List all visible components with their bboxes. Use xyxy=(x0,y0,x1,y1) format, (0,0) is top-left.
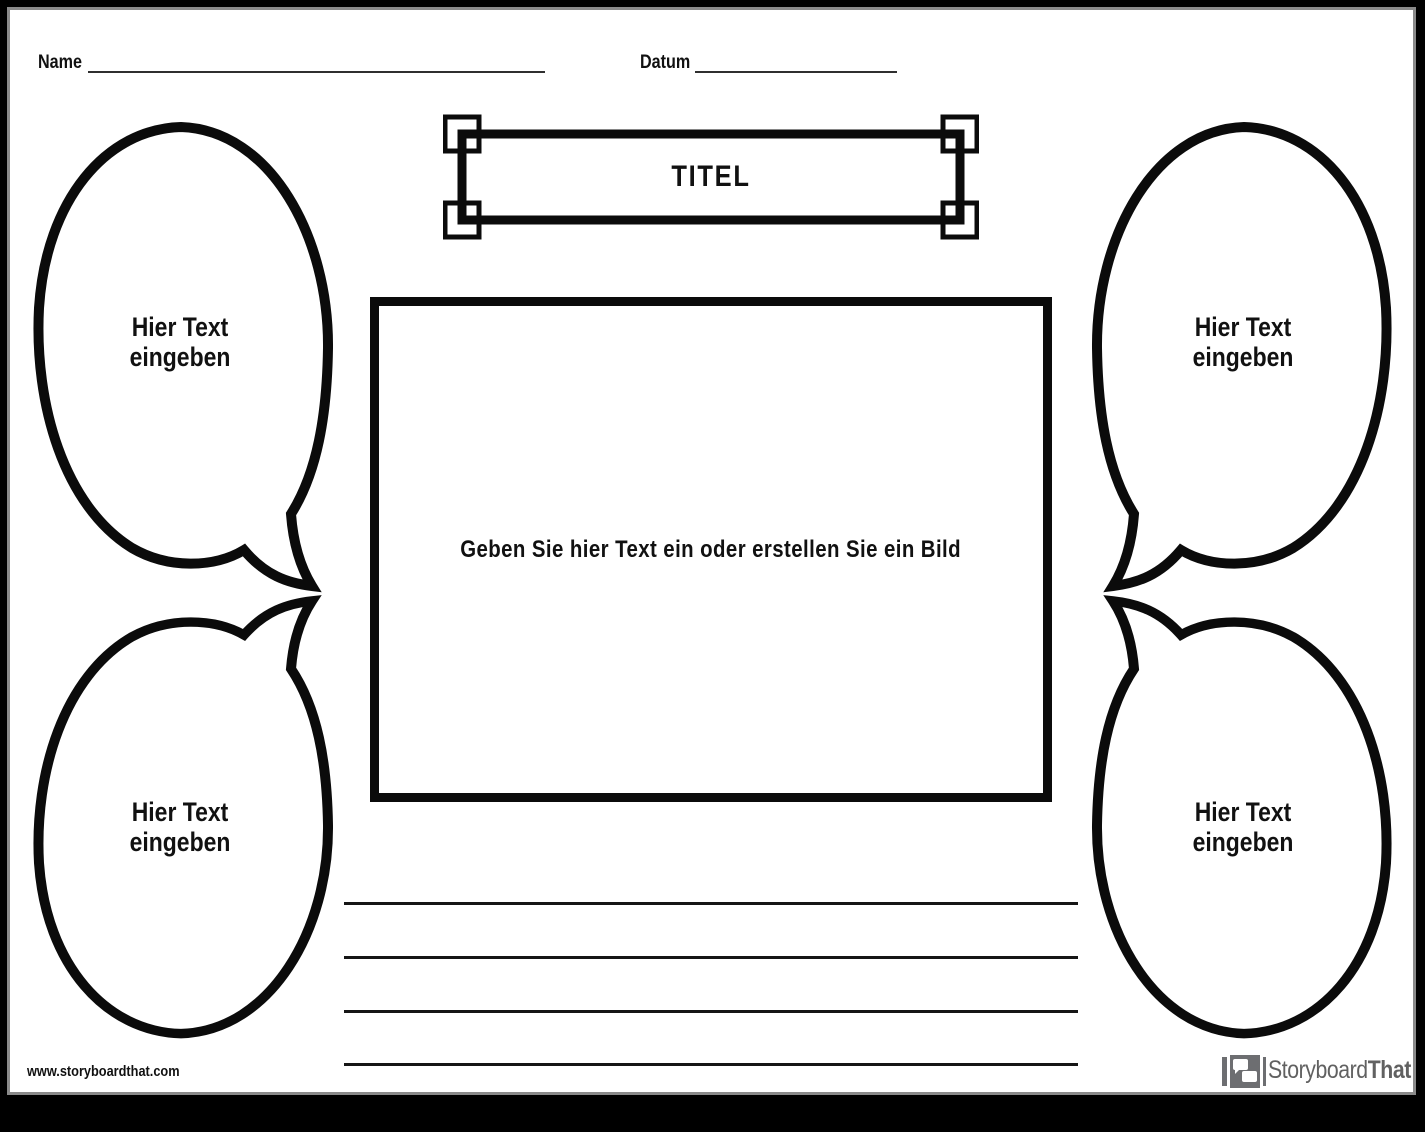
title-placeholder[interactable]: TITEL xyxy=(671,160,751,193)
datum-label: Datum xyxy=(640,52,691,73)
website-url: www.storyboardthat.com xyxy=(27,1063,180,1080)
storyboardthat-logo-text xyxy=(1268,1056,1411,1085)
center-image-box[interactable] xyxy=(370,297,1052,802)
bubble-text-top-right[interactable]: Hier Text eingeben xyxy=(1192,312,1294,372)
writing-line xyxy=(344,956,1078,959)
name-label: Name xyxy=(38,52,82,73)
writing-line xyxy=(344,1010,1078,1013)
name-input-line[interactable] xyxy=(88,71,545,73)
brand-regular: Storyboard xyxy=(1268,1056,1368,1084)
datum-input-line[interactable] xyxy=(695,71,897,73)
bubble-text-bottom-left[interactable]: Hier Text eingeben xyxy=(129,797,231,857)
storyboardthat-logo-icon xyxy=(1222,1055,1266,1089)
bubble-text-top-left[interactable]: Hier Text eingeben xyxy=(129,312,231,372)
bubble-text-bottom-right[interactable]: Hier Text eingeben xyxy=(1192,797,1294,857)
writing-line xyxy=(344,902,1078,905)
writing-line xyxy=(344,1063,1078,1066)
center-placeholder: Geben Sie hier Text ein oder erstellen Sie ein Bild xyxy=(460,535,962,563)
brand-bold: That xyxy=(1367,1056,1411,1084)
